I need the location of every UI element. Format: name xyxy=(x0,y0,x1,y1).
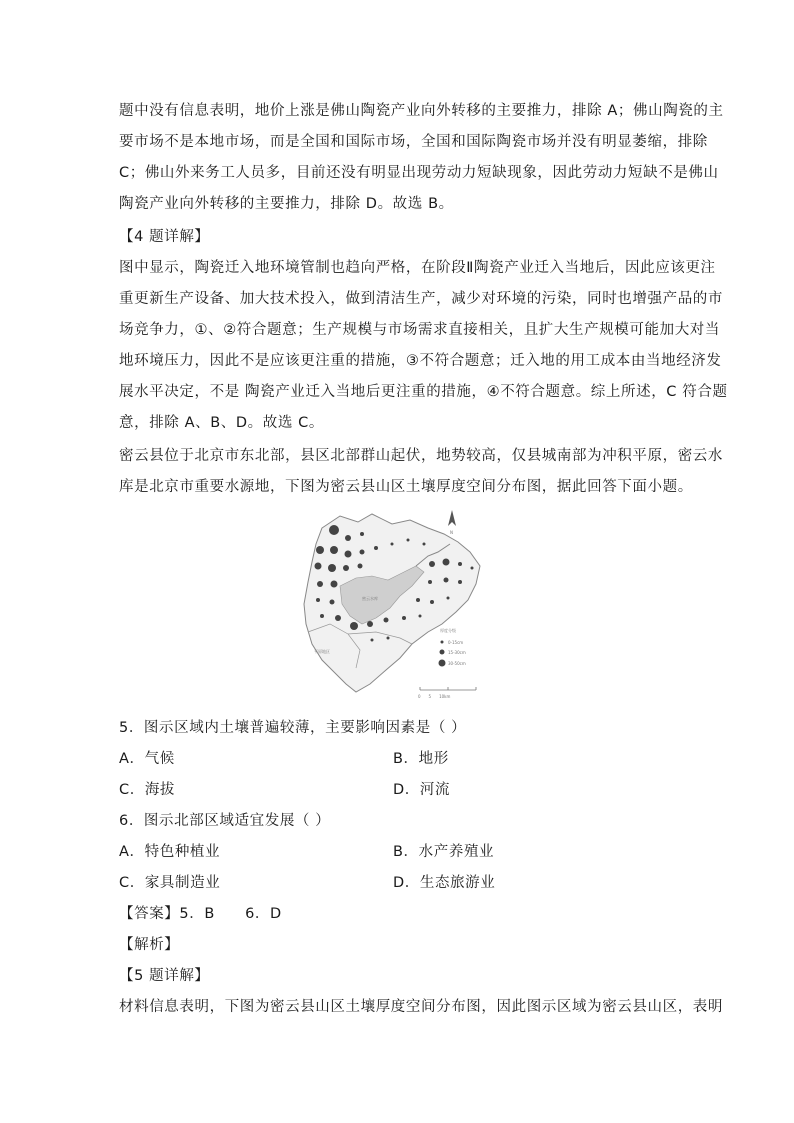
legend-title: 厚度分级 xyxy=(440,628,456,633)
answer-line xyxy=(119,904,282,924)
paragraph-line: 密云县位于北京市东北部，县区北部群山起伏，地势较高，仅县城南部为冲积平原，密云水 xyxy=(119,448,723,464)
option-c: C．家具制造业 xyxy=(119,875,221,891)
north-arrow-icon xyxy=(448,510,456,535)
section-heading: 【4 题详解】 xyxy=(119,229,210,245)
paragraph-line: 材料信息表明，下图为密云县山区土壤厚度空间分布图，因此图示区域为密云县山区，表明 xyxy=(119,999,723,1015)
option-b: B．地形 xyxy=(393,751,449,767)
legend-item: 0-15cm xyxy=(448,640,464,645)
paragraph-line: 要市场不是本地市场，而是全国和国际市场，全国和国际陶瓷市场并没有明显萎缩，排除 xyxy=(119,134,708,150)
option-a: A．气候 xyxy=(119,751,175,767)
option-c: C．海拔 xyxy=(119,782,176,798)
analysis-label: 【解析】 xyxy=(119,937,180,953)
question-6: 6．图示北部区域适宜发展（ ） xyxy=(119,813,331,829)
map-legend xyxy=(439,627,466,667)
question-5: 5．图示区域内土壤普遍较薄，主要影响因素是（ ） xyxy=(119,720,467,736)
paragraph-line: 题中没有信息表明，地价上涨是佛山陶瓷产业向外转移的主要推力，排除 A；佛山陶瓷的主 xyxy=(119,103,724,119)
paragraph-line: 展水平决定，不是 陶瓷产业迁入当地后更注重的措施，④不符合题意。综上所述，C 符合题 xyxy=(119,384,728,400)
paragraph-line: 陶瓷产业向外转移的主要推力，排除 D。故选 B。 xyxy=(119,196,454,212)
town-label: 平原地区 xyxy=(314,649,330,654)
legend-item: 15-30cm xyxy=(448,650,466,655)
legend-item: 30-50cm xyxy=(448,661,466,666)
paragraph-line: 意，排除 A、B、D。故选 C。 xyxy=(119,415,324,431)
paragraph-line: C；佛山外来务工人员多，目前还没有明显出现劳动力短缺现象，因此劳动力短缺不是佛山 xyxy=(119,165,719,181)
option-d: D．河流 xyxy=(393,782,451,798)
answer-label: 【答案】 xyxy=(119,906,180,922)
paragraph-line: 重更新生产设备、加大技术投入，做到清洁生产，减少对环境的污染，同时也增强产品的市 xyxy=(119,291,723,307)
option-a: A．特色种植业 xyxy=(119,844,221,860)
detail-label: 【5 题详解】 xyxy=(119,968,210,984)
north-label: N xyxy=(450,530,453,535)
scale-bar xyxy=(418,687,476,699)
option-d: D．生态旅游业 xyxy=(393,875,496,891)
paragraph-line: 库是北京市重要水源地，下图为密云县山区土壤厚度空间分布图，据此回答下面小题。 xyxy=(119,479,693,495)
paragraph-line: 图中显示，陶瓷迁入地环境管制也趋向严格，在阶段Ⅱ陶瓷产业迁入当地后，因此应该更注 xyxy=(119,260,716,276)
paragraph-line: 场竞争力，①、②符合题意；生产规模与市场需求直接相关，且扩大生产规模可能加大对当 xyxy=(119,322,720,338)
reservoir-label: 密云水库 xyxy=(362,596,378,601)
paragraph-line: 地环境压力，因此不是应该更注重的措施，③不符合题意；迁入地的用工成本由当地经济发 xyxy=(119,353,722,369)
soil-thickness-map xyxy=(300,508,490,708)
answer-values: 5．B 6．D xyxy=(179,906,282,922)
option-b: B．水产养殖业 xyxy=(393,844,495,860)
scale-label: 0 5 10km xyxy=(418,694,451,699)
